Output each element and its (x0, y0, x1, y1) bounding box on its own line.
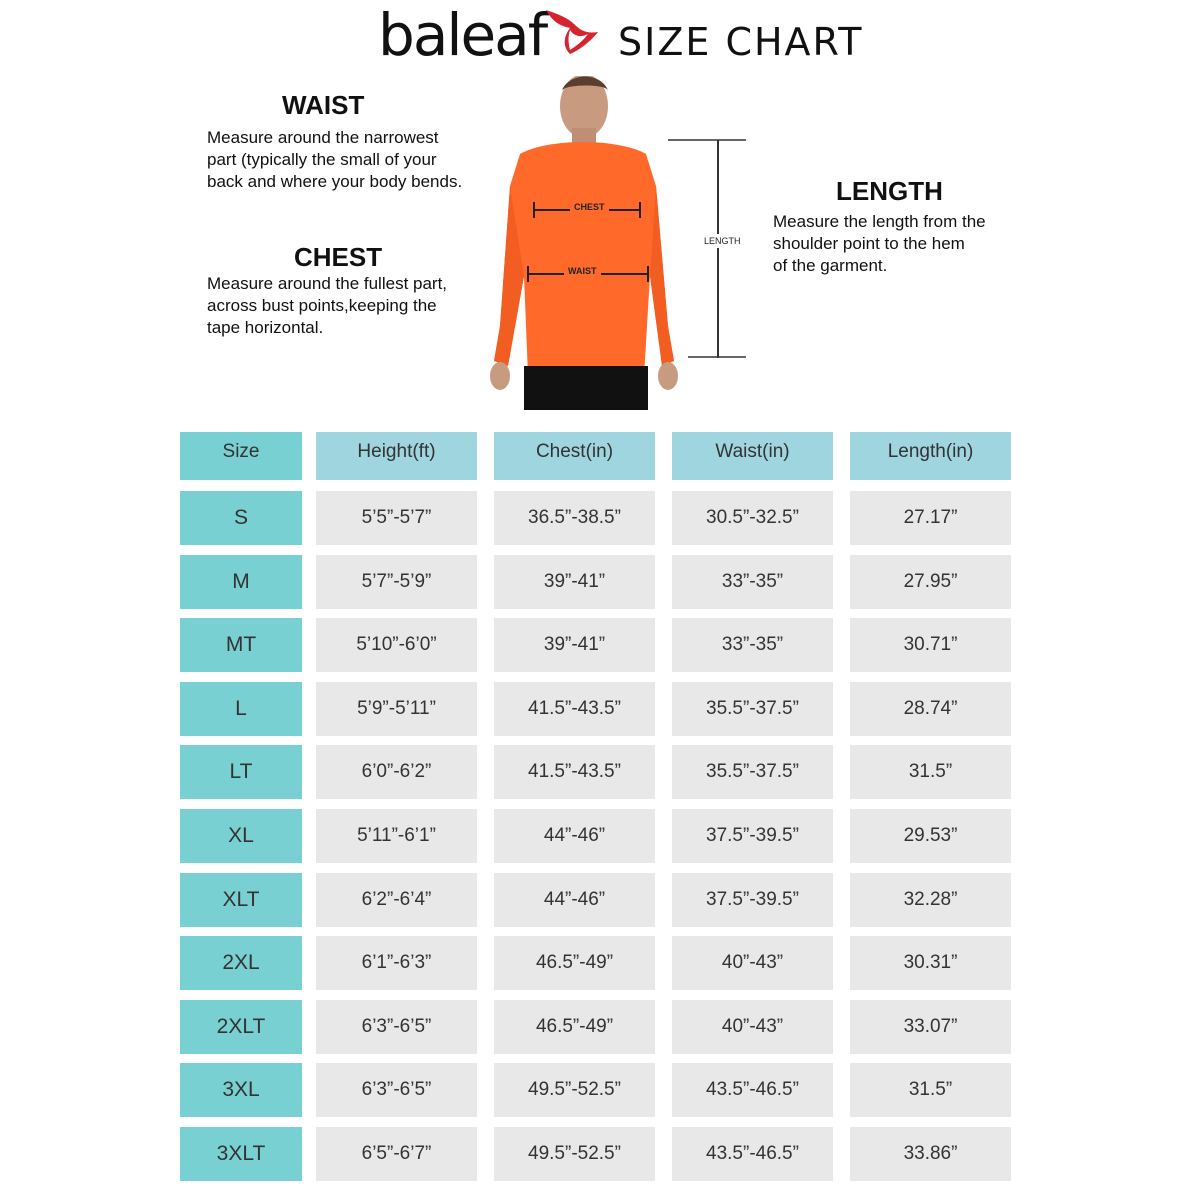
table-cell-chest: 39”-41” (494, 618, 655, 672)
page-title: SIZE CHART (618, 20, 864, 64)
waist-heading: WAIST (282, 90, 365, 120)
table-cell-chest: 49.5”-52.5” (494, 1063, 655, 1117)
header-cell-size: Size (180, 432, 302, 480)
table-cell-waist: 40”-43” (672, 936, 833, 990)
table-cell-height: 5’10”-6’0” (316, 618, 477, 672)
size-label-cell: L (180, 682, 302, 736)
table-cell-waist: 35.5”-37.5” (672, 682, 833, 736)
table-cell-height: 5’9”-5’11” (316, 682, 477, 736)
header-cell-waist: Waist(in) (672, 432, 833, 480)
table-cell-height: 6’2”-6’4” (316, 873, 477, 927)
chest-measure-label: CHEST (570, 202, 609, 212)
table-cell-height: 6’5”-6’7” (316, 1127, 477, 1181)
table-cell-waist: 43.5”-46.5” (672, 1063, 833, 1117)
length-measure-label: LENGTH (704, 236, 741, 246)
table-cell-chest: 46.5”-49” (494, 936, 655, 990)
table-cell-length: 31.5” (850, 1063, 1011, 1117)
table-cell-chest: 41.5”-43.5” (494, 682, 655, 736)
length-heading: LENGTH (836, 176, 943, 206)
chest-description: Measure around the fullest part, across bust points,keeping the tape horizontal. (207, 274, 448, 337)
table-cell-waist: 40”-43” (672, 1000, 833, 1054)
table-cell-length: 27.95” (850, 555, 1011, 609)
table-cell-chest: 46.5”-49” (494, 1000, 655, 1054)
table-cell-waist: 30.5”-32.5” (672, 491, 833, 545)
chest-heading: CHEST (294, 242, 383, 272)
size-label-cell: LT (180, 745, 302, 799)
waist-description: Measure around the narrowest part (typically the small of your back and where your body bends. (207, 128, 463, 191)
table-cell-height: 6’3”-6’5” (316, 1063, 477, 1117)
table-cell-height: 5’7”-5’9” (316, 555, 477, 609)
waist-measure-label: WAIST (564, 266, 601, 276)
table-cell-chest: 49.5”-52.5” (494, 1127, 655, 1181)
size-label-cell: S (180, 491, 302, 545)
table-cell-waist: 43.5”-46.5” (672, 1127, 833, 1181)
table-cell-chest: 36.5”-38.5” (494, 491, 655, 545)
size-label-cell: M (180, 555, 302, 609)
table-cell-height: 6’0”-6’2” (316, 745, 477, 799)
length-description: Measure the length from the shoulder point to the hem of the garment. (773, 212, 986, 275)
header-cell-chest: Chest(in) (494, 432, 655, 480)
size-label-cell: MT (180, 618, 302, 672)
table-cell-waist: 37.5”-39.5” (672, 873, 833, 927)
table-cell-waist: 37.5”-39.5” (672, 809, 833, 863)
header-cell-height: Height(ft) (316, 432, 477, 480)
brand-wordmark: baleaf (378, 1, 547, 69)
table-cell-length: 30.31” (850, 936, 1011, 990)
table-cell-height: 5’11”-6’1” (316, 809, 477, 863)
table-cell-length: 28.74” (850, 682, 1011, 736)
table-cell-length: 32.28” (850, 873, 1011, 927)
size-label-cell: XLT (180, 873, 302, 927)
table-cell-length: 27.17” (850, 491, 1011, 545)
table-cell-height: 5’5”-5’7” (316, 491, 477, 545)
size-label-cell: 2XLT (180, 1000, 302, 1054)
table-cell-length: 33.07” (850, 1000, 1011, 1054)
table-cell-height: 6’1”-6’3” (316, 936, 477, 990)
table-cell-waist: 33”-35” (672, 555, 833, 609)
table-cell-chest: 44”-46” (494, 873, 655, 927)
header-cell-length: Length(in) (850, 432, 1011, 480)
size-label-cell: 3XL (180, 1063, 302, 1117)
table-cell-length: 30.71” (850, 618, 1011, 672)
table-cell-chest: 39”-41” (494, 555, 655, 609)
table-cell-height: 6’3”-6’5” (316, 1000, 477, 1054)
table-cell-chest: 41.5”-43.5” (494, 745, 655, 799)
table-cell-length: 33.86” (850, 1127, 1011, 1181)
table-cell-length: 31.5” (850, 745, 1011, 799)
size-label-cell: 2XL (180, 936, 302, 990)
table-cell-waist: 35.5”-37.5” (672, 745, 833, 799)
size-label-cell: XL (180, 809, 302, 863)
table-cell-chest: 44”-46” (494, 809, 655, 863)
table-cell-length: 29.53” (850, 809, 1011, 863)
size-label-cell: 3XLT (180, 1127, 302, 1181)
table-cell-waist: 33”-35” (672, 618, 833, 672)
